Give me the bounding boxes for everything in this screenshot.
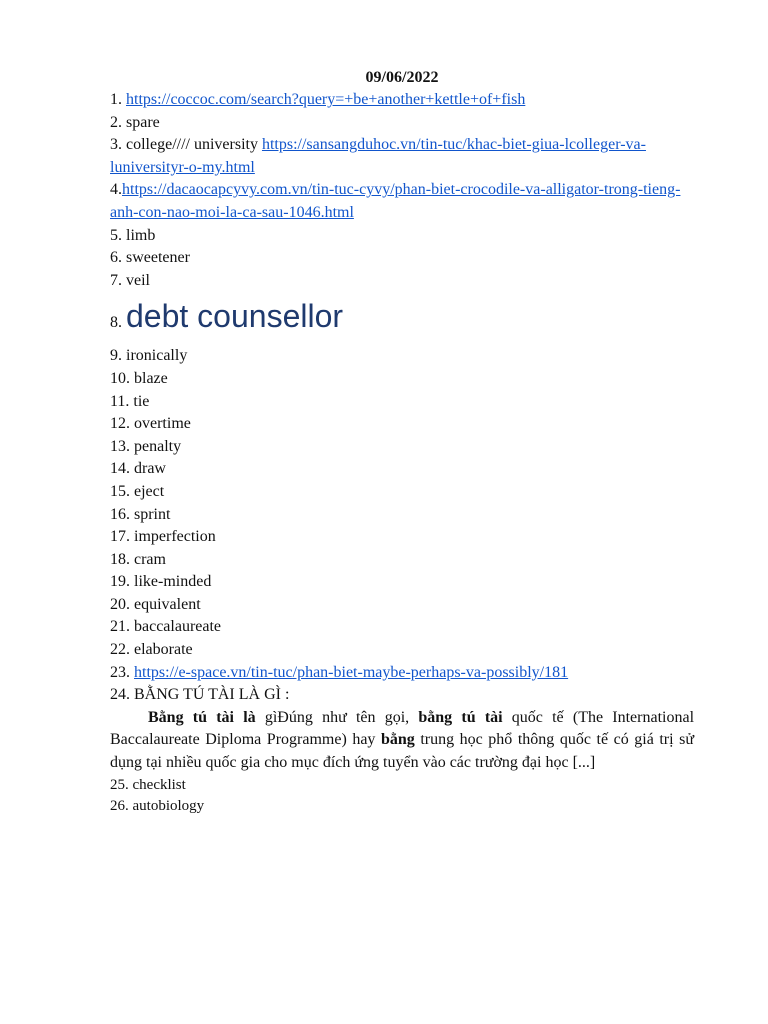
- link-dacaocapcyvy[interactable]: https://dacaocapcyvy.com.vn/tin-tuc-cyvy/phan-biet-crocodile-va-alligator-trong-tieng-anh-con-nao-moi-la-ca-sau-1046.html: [110, 181, 681, 221]
- list-item-19: 19. like-minded: [110, 573, 212, 591]
- link-sansangduhoc[interactable]: https://sansangduhoc.vn/tin-tuc/khac-biet-giua-lcolleger-va-luniversityr-o-my.html: [110, 136, 646, 176]
- list-item-8: 8. debt counsellor: [110, 298, 344, 335]
- list-item-4: 4.https://dacaocapcyvy.com.vn/tin-tuc-cyvy/phan-biet-crocodile-va-alligator-trong-tieng-anh-con-nao-moi-la-ca-sau-1046.html: [110, 181, 681, 221]
- list-item-16: 16. sprint: [110, 505, 171, 523]
- list-item-3: 3. college//// university https://sansangduhoc.vn/tin-tuc/khac-biet-giua-lcolleger-va-luniversityr-o-my.html: [110, 136, 646, 176]
- list-item-7: 7. veil: [110, 271, 150, 289]
- list-item-12: 12. overtime: [110, 415, 191, 433]
- list-item-20: 20. equivalent: [110, 595, 201, 613]
- list-item-2: 2. spare: [110, 113, 160, 131]
- list-item-13: 13. penalty: [110, 437, 182, 455]
- link-coccoc[interactable]: https://coccoc.com/search?query=+be+another+kettle+of+fish: [126, 91, 526, 108]
- list-item-6: 6. sweetener: [110, 249, 190, 267]
- list-item-9: 9. ironically: [110, 347, 188, 365]
- list-item-25: 25. checklist: [110, 776, 186, 793]
- large-term-text: debt counsellor: [126, 298, 344, 335]
- list-item-14: 14. draw: [110, 460, 166, 478]
- list-item-15: 15. eject: [110, 482, 165, 500]
- list-item-23: 23. https://e-space.vn/tin-tuc/phan-biet-maybe-perhaps-va-possibly/181: [110, 663, 569, 681]
- list-item-10: 10. blaze: [110, 369, 168, 387]
- list-item-22: 22. elaborate: [110, 641, 193, 659]
- list-item-17: 17. imperfection: [110, 528, 216, 546]
- list-item-24: 24. BẰNG TÚ TÀI LÀ GÌ :: [110, 686, 290, 704]
- document-body: [110, 67, 694, 817]
- definition-paragraph: Bằng tú tài là gìĐúng như tên gọi, bằng tú tài quốc tế (The International Baccalaureate Diploma Programme) hay bằng trung học phổ thông quốc tế có giá trị sử dụng tại nhiều quốc gia cho mục đích ứng tuyển vào các trường đại học [...]: [110, 708, 695, 772]
- document-date: 09/06/2022: [365, 69, 439, 86]
- list-item-11: 11. tie: [110, 392, 150, 410]
- list-item-26: 26. autobiology: [110, 797, 205, 814]
- list-item-1: 1. https://coccoc.com/search?query=+be+another+kettle+of+fish: [110, 91, 526, 108]
- list-item-21: 21. baccalaureate: [110, 618, 222, 636]
- list-item-5: 5. limb: [110, 226, 156, 244]
- link-e-space[interactable]: https://e-space.vn/tin-tuc/phan-biet-maybe-perhaps-va-possibly/181: [134, 663, 569, 681]
- list-item-18: 18. cram: [110, 550, 166, 568]
